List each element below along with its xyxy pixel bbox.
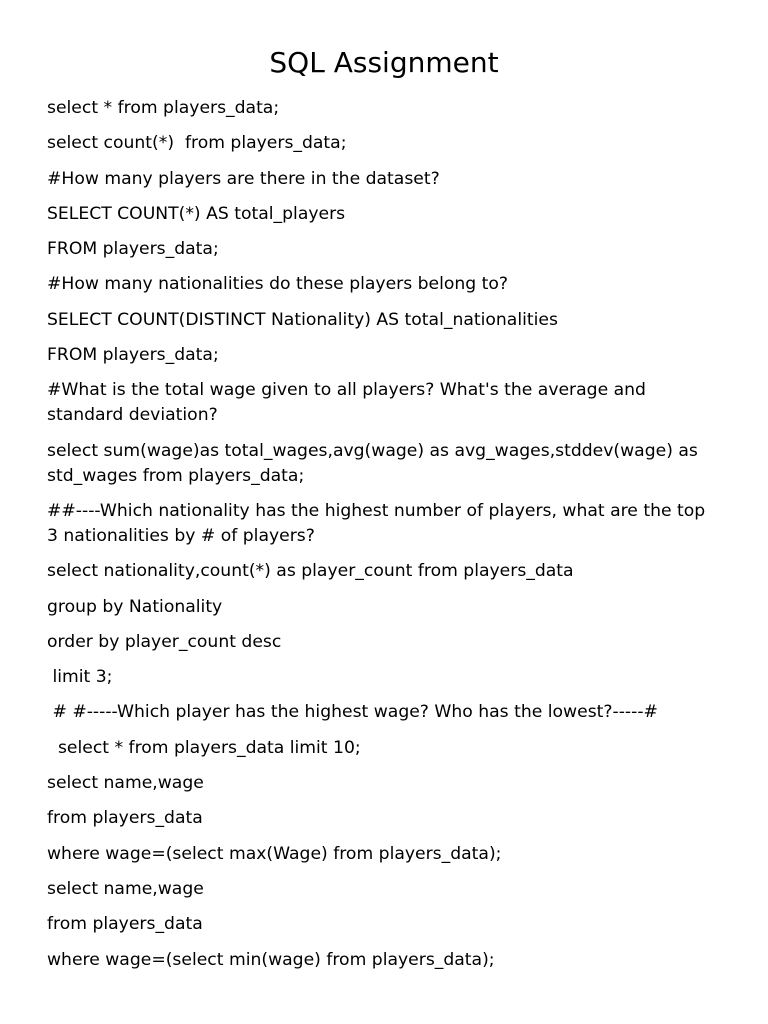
document-line: from players_data — [47, 808, 203, 829]
document-line: select sum(wage)as total_wages,avg(wage) as avg_wages,stddev(wage) as std_wages from players_data; — [47, 440, 704, 486]
document-line: FROM players_data; — [47, 345, 219, 366]
document-line: select count(*) from players_data; — [47, 133, 347, 154]
document-line: select * from players_data limit 10; — [47, 737, 361, 758]
document-line: select name,wage — [47, 773, 204, 794]
document-title: SQL Assignment — [269, 46, 499, 79]
document-line: select * from players_data; — [47, 98, 280, 118]
document-line: # #-----Which player has the highest wage? Who has the lowest?-----# — [47, 702, 658, 723]
document-line: select name,wage — [47, 878, 204, 899]
document-line: group by Nationality — [47, 596, 223, 617]
document-line: where wage=(select max(Wage) from players_data); — [47, 843, 502, 864]
document-body — [47, 96, 717, 983]
document-line: #How many players are there in the dataset? — [47, 168, 440, 189]
document-line: select nationality,count(*) as player_count from players_data — [47, 561, 574, 582]
document-line: limit 3; — [47, 667, 113, 688]
document-line: SELECT COUNT(DISTINCT Nationality) AS total_nationalities — [47, 309, 558, 330]
document-line: SELECT COUNT(*) AS total_players — [47, 203, 346, 224]
document-line: from players_data — [47, 914, 203, 935]
document-line: order by player_count desc — [47, 631, 282, 652]
document-line: #How many nationalities do these players belong to? — [47, 274, 509, 295]
document-line: where wage=(select min(wage) from players_data); — [47, 949, 495, 970]
document-line: #What is the total wage given to all players? What's the average and standard deviation? — [47, 380, 652, 426]
document-line: FROM players_data; — [47, 239, 219, 260]
document-line: ##----Which nationality has the highest number of players, what are the top 3 nationalities by # of players? — [47, 500, 711, 546]
